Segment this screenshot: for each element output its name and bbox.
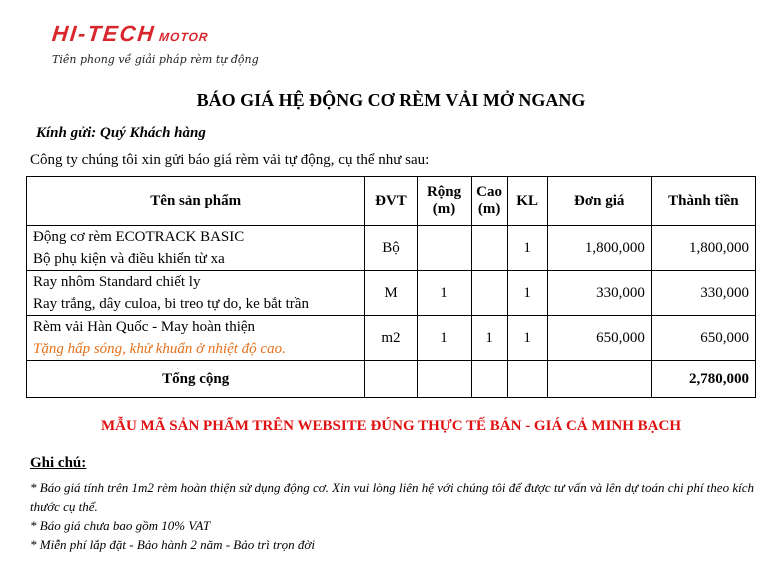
product-name-cell: [27, 226, 365, 271]
unit-cell: Bộ: [365, 226, 417, 271]
qty-cell: 1: [507, 226, 547, 271]
width-cell: 1: [417, 316, 471, 361]
price-cell: 330,000: [547, 271, 651, 316]
product-name-cell: [27, 316, 365, 361]
width-cell: [417, 226, 471, 271]
company-logo: [52, 22, 259, 66]
empty-cell: [507, 361, 547, 398]
height-cell: 1: [471, 316, 507, 361]
logo-brand: HI-TECH MOTOR: [50, 21, 210, 46]
empty-cell: [471, 361, 507, 398]
header-total: Thành tiền: [651, 177, 755, 226]
logo-tagline: Tiên phong về giải pháp rèm tự động: [52, 53, 259, 66]
quote-table: [26, 176, 756, 398]
note-item: * Miễn phí lắp đặt - Bảo hành 2 năm - Bảo trì trọn đời: [30, 537, 315, 552]
product-detail: Bộ phụ kiện và điều khiển từ xa: [33, 251, 225, 267]
table-row: [27, 271, 756, 316]
transparency-banner: MẪU MÃ SẢN PHẨM TRÊN WEBSITE ĐÚNG THỰC TẾ BÁN - GIÁ CẢ MINH BẠCH: [100, 418, 682, 434]
intro-text: Công ty chúng tôi xin gửi báo giá rèm vải tự động, cụ thể như sau:: [30, 152, 430, 168]
total-cell: 1,800,000: [651, 226, 755, 271]
empty-cell: [547, 361, 651, 398]
unit-cell: M: [365, 271, 417, 316]
product-name: Động cơ rèm ECOTRACK BASIC: [33, 229, 245, 245]
qty-cell: 1: [507, 316, 547, 361]
empty-cell: [365, 361, 417, 398]
recipient-line: Kính gửi: Quý Khách hàng: [36, 125, 206, 141]
total-label: Tổng cộng: [27, 361, 365, 398]
product-name-cell: [27, 271, 365, 316]
table-header-row: [27, 177, 756, 226]
header-name: Tên sản phẩm: [27, 177, 365, 226]
product-name: Ray nhôm Standard chiết ly: [33, 274, 201, 290]
qty-cell: 1: [507, 271, 547, 316]
header-unit: ĐVT: [365, 177, 417, 226]
height-cell: [471, 271, 507, 316]
width-cell: 1: [417, 271, 471, 316]
total-cell: 330,000: [651, 271, 755, 316]
product-detail: Ray trắng, dây culoa, bi treo tự do, ke bắt trần: [33, 296, 309, 312]
notes-title: Ghi chú:: [30, 455, 87, 471]
product-name: Rèm vải Hàn Quốc - May hoàn thiện: [33, 319, 256, 335]
price-cell: 650,000: [547, 316, 651, 361]
logo-brand-suffix: MOTOR: [158, 30, 210, 44]
product-promo-note: Tặng hấp sóng, khử khuẩn ở nhiệt độ cao.: [33, 341, 286, 357]
total-cell: 650,000: [651, 316, 755, 361]
price-cell: 1,800,000: [547, 226, 651, 271]
header-width: Rộng (m): [417, 177, 471, 226]
note-item: * Báo giá chưa bao gồm 10% VAT: [30, 518, 211, 533]
header-qty: KL: [507, 177, 547, 226]
notes-list: [30, 478, 760, 554]
total-value: 2,780,000: [651, 361, 755, 398]
header-height: Cao (m): [471, 177, 507, 226]
empty-cell: [417, 361, 471, 398]
note-item: * Báo giá tính trên 1m2 rèm hoàn thiện sử dụng động cơ. Xin vui lòng liên hệ với chúng tôi để được tư vấn và lên dự toán chi phí theo kích thước cụ thể.: [30, 480, 754, 514]
height-cell: [471, 226, 507, 271]
document-title: BÁO GIÁ HỆ ĐỘNG CƠ RÈM VẢI MỞ NGANG: [196, 90, 586, 110]
header-price: Đơn giá: [547, 177, 651, 226]
table-row: [27, 226, 756, 271]
table-row: [27, 316, 756, 361]
table-total-row: [27, 361, 756, 398]
unit-cell: m2: [365, 316, 417, 361]
